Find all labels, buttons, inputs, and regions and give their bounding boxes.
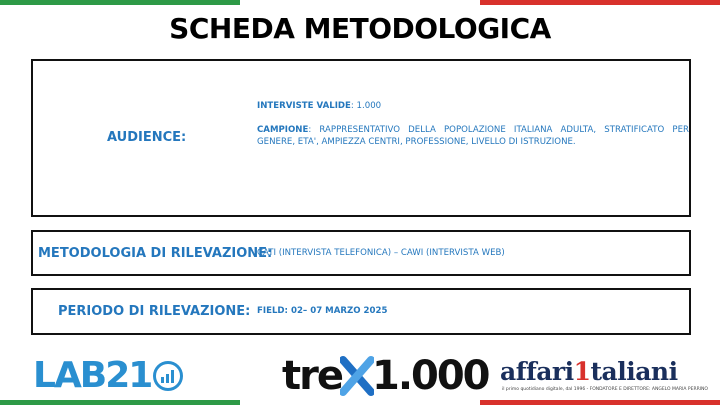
campione-value: : RAPPRESENTATIVO DELLA POPOLAZIONE ITALIANA ADULTA, STRATIFICATO PER GENERE, ETA', AMPIEZZA CENTRI, PROFESSIONE, LIVELLO DI ISTRUZIONE. (257, 125, 689, 147)
audience-box (31, 59, 691, 217)
periodo-label: PERIODO DI RILEVAZIONE: (58, 304, 251, 319)
interviste-label: INTERVISTE VALIDE (257, 101, 351, 111)
audience-label: AUDIENCE: (107, 130, 187, 145)
affaritaliani-logo-text (500, 358, 700, 386)
lab21-logo-text: LAB21 (33, 355, 152, 396)
trex-logo-number: 1.000 (371, 353, 489, 399)
metodologia-label: METODOLOGIA DI RILEVAZIONE: (38, 246, 273, 261)
affaritaliani-tagline: il primo quotidiano digitale, dal 1996 - FONDATORE E DIRETTORE: ANGELO MARIA PERRINO (502, 387, 708, 392)
interviste-valide (257, 101, 381, 113)
affaritaliani-logo (500, 357, 708, 392)
periodo-value: FIELD: 02– 07 MARZO 2025 (257, 306, 388, 316)
x-mark-icon (342, 354, 372, 398)
periodo-box (31, 288, 691, 335)
italian-flag-bottom-bar (0, 400, 720, 405)
metodologia-value: CATI (INTERVISTA TELEFONICA) – CAWI (INTERVISTA WEB) (257, 248, 505, 258)
metodologia-box (31, 230, 691, 276)
aff-one: 1 (573, 357, 591, 386)
interviste-value: : 1.000 (350, 101, 382, 111)
trex-logo-prefix: tre (282, 353, 342, 399)
bar-chart-icon (153, 361, 183, 391)
lab21-logo (33, 353, 183, 399)
italian-flag-top-bar (0, 0, 720, 5)
campione-label: CAMPIONE (257, 125, 309, 135)
aff-prefix: affari (500, 357, 574, 386)
trex-logo (282, 352, 489, 400)
page-title: SCHEDA METODOLOGICA (169, 12, 551, 45)
campione (257, 125, 689, 148)
aff-suffix: taliani (590, 357, 678, 386)
